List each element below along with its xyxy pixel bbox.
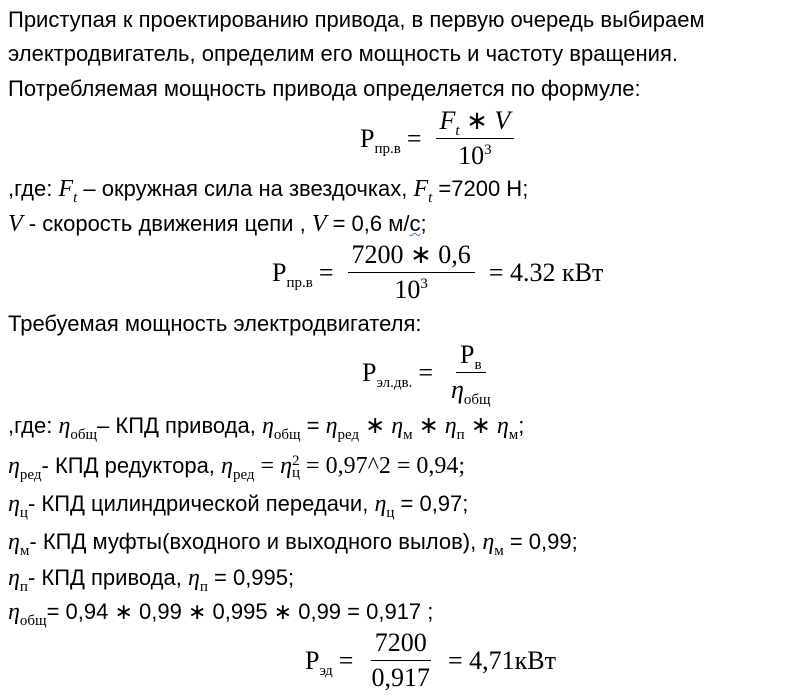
text-line-drive: $\eta_п-$ КПД привода, $\eta_п = 0,995$;: [8, 565, 295, 595]
text-line-required-power: Требуемая мощность электродвигателя:: [8, 311, 422, 336]
fraction-numerator: $F_t$ ∗ V: [436, 106, 515, 139]
equals-sign: =: [406, 123, 422, 153]
formula-motor-result: $P_{эд}$ = $\frac{7200}{0,917}$ = 4,71кВт: [305, 628, 556, 692]
text-line-cylindrical: $\eta_ц-$ КПД цилиндрической передачи, $\eta_ц = 0,97$;: [8, 491, 469, 521]
text-line-speed: V - скорость движения цепи , V = 0,6 м/с;: [8, 211, 427, 237]
formula-power-consumption: [360, 106, 522, 171]
text-line-2: электродвигатель, определим его мощность и частоту вращения.: [8, 41, 679, 66]
text-line-3: Потребляемая мощность привода определяется по формуле:: [8, 76, 641, 101]
fraction-denominator: $10^3$: [458, 141, 492, 170]
text-line-1: Приступая к проектированию привода, в первую очередь выбираем: [8, 7, 705, 32]
text-line-efficiency-total: ,где: $\eta_{общ}-$ КПД привода, $\eta_{общ} = \eta_{ред}$ ∗ $\eta_м$ ∗ $\eta_п$ ∗ $\eta_м$;: [8, 413, 525, 443]
formula-lhs: $P_{пр.в}$: [360, 123, 401, 157]
formula-power-value: $P_{пр.в}$ = $\frac{7200 ∗ 0,6}{10^3}$ = 4.32 кВт: [272, 240, 604, 304]
text-line-reducer: $\eta_{ред}-$ КПД редуктора, $\eta_{ред} = \eta$ 2 ц = 0,97^2 = 0,94;: [8, 453, 466, 483]
text-line-total-value: $\eta_{общ}= 0,94$ ∗ 0,99 ∗ 0,995 ∗ 0,99 = 0,917 ;: [8, 599, 434, 629]
fraction: [436, 106, 515, 171]
formula-motor-power: $P_{эл.дв.}$ = $\frac{P_в}{\eta_{общ}}$: [362, 340, 491, 408]
text-line-force: ,где: $F_t$ – окружная сила на звездочках, $F_t =7200$ Н;: [8, 176, 529, 206]
text-line-coupling: $\eta_м-$ КПД муфты(входного и выходного вылов), $\eta_м = 0,99$;: [8, 529, 578, 559]
